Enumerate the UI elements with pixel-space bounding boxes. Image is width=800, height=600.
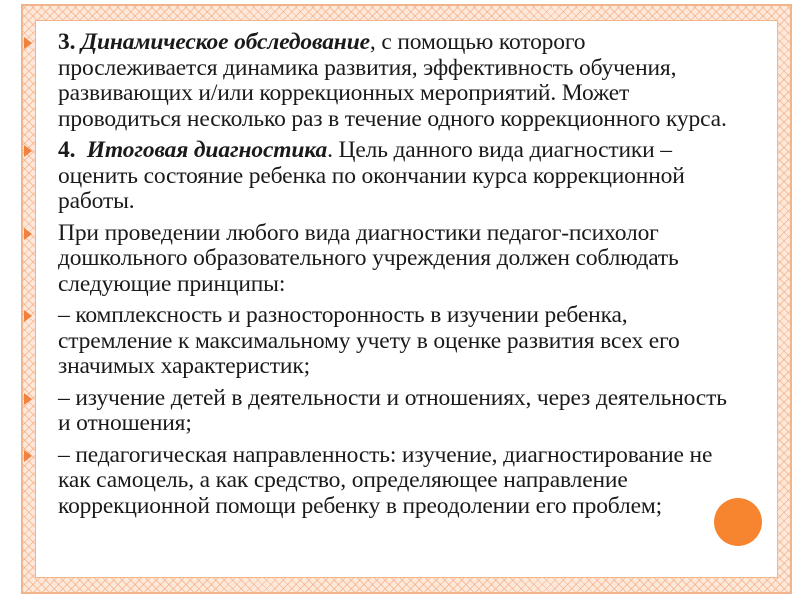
item-text: , с помощью которого прослеживается динамика развития, эффективность обучения, развивающих и/или коррекционных мероприятий. Может проводиться несколько раз в течение одного коррекционного курса. bbox=[58, 29, 727, 132]
list-item bbox=[58, 221, 738, 298]
list-item bbox=[58, 30, 738, 132]
bullet-arrow-icon bbox=[24, 310, 32, 322]
list-item bbox=[58, 303, 738, 380]
slide-content bbox=[58, 30, 738, 525]
bullet-arrow-icon bbox=[24, 145, 32, 157]
item-text: – комплексность и разносторонность в изучении ребенка, стремление к максимальному учету в оценке развития всех его значимых характеристик; bbox=[58, 302, 680, 379]
bullet-arrow-icon bbox=[24, 228, 32, 240]
list-item bbox=[58, 386, 738, 437]
item-lead-term: Итоговая диагностика bbox=[86, 137, 328, 163]
item-text: При проведении любого вида диагностики педагог-психолог дошкольного образовательного учреждения должен соблюдать следующие принципы: bbox=[58, 219, 679, 297]
bullet-arrow-icon bbox=[24, 37, 32, 49]
item-text: . Цель данного вида диагностики – оценить состояние ребенка по окончании курса коррекционной работы. bbox=[58, 137, 685, 214]
item-text: – педагогическая направленность: изучение, диагностирование не как самоцель, а как средство, определяющее направление коррекционной помощи ребенку в преодолении его проблем; bbox=[58, 441, 713, 519]
decorative-circle bbox=[714, 498, 762, 546]
item-number: 4. bbox=[58, 137, 76, 163]
bullet-arrow-icon bbox=[24, 393, 32, 405]
bullet-arrow-icon bbox=[24, 450, 32, 462]
item-number: 3. bbox=[58, 29, 76, 55]
item-lead-term: Динамическое обследование bbox=[81, 29, 370, 55]
item-text: – изучение детей в деятельности и отношениях, через деятельность и отношения; bbox=[58, 384, 727, 436]
list-item bbox=[58, 138, 738, 215]
list-item bbox=[58, 443, 738, 520]
